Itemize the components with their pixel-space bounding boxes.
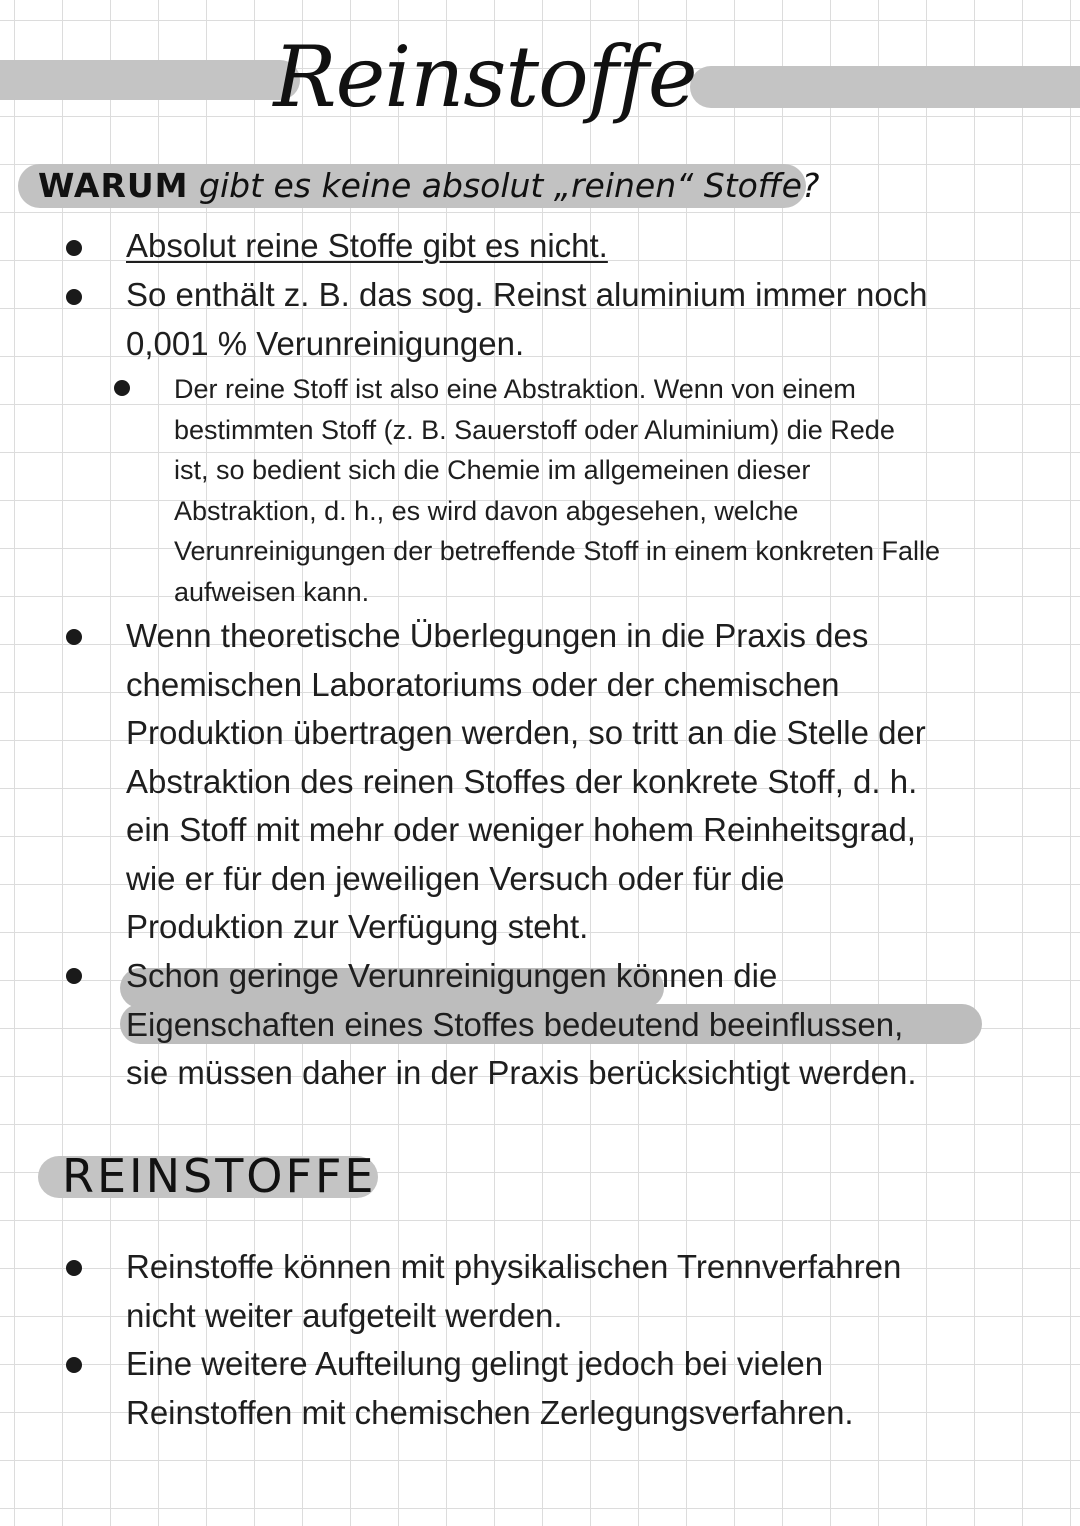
bullet-line: Schon geringe Verunreinigungen können die (126, 957, 778, 994)
title-decoration-right (690, 66, 1080, 108)
bullet-line: chemischen Laboratoriums oder der chemischen (126, 665, 840, 703)
bullet-line: So enthält z. B. das sog. Reinst aluminium immer noch (126, 276, 928, 313)
bullet-line: Eine weitere Aufteilung gelingt jedoch bei vielen (126, 1345, 824, 1382)
bullet-text (126, 952, 917, 1098)
section-heading: REINSTOFFE (62, 1149, 377, 1203)
bullet-line: wie er für den jeweiligen Versuch oder für die (126, 859, 785, 897)
bullet-text (126, 1340, 854, 1437)
bullet-dot (66, 1357, 82, 1373)
bullet-line: nicht weiter aufgeteilt werden. (126, 1296, 563, 1334)
question-caps: WARUM (38, 166, 189, 205)
bullet-line: Reinstoffen mit chemischen Zerlegungsverfahren. (126, 1393, 854, 1431)
sub-bullet-dot (114, 380, 130, 396)
bullet-line: ein Stoff mit mehr oder weniger hohem Reinheitsgrad, (126, 811, 916, 848)
bullet-text (126, 271, 928, 368)
bullet-line: 0,001 % Verunreinigungen. (126, 324, 525, 362)
bullet-line: sie müssen daher in der Praxis berücksichtigt werden. (126, 1054, 917, 1091)
bullet-dot (66, 240, 82, 256)
page-title: Reinstoffe (273, 28, 697, 126)
sub-bullet-line: bestimmten Stoff (z. B. Sauerstoff oder Aluminium) die Rede (174, 414, 895, 445)
sub-bullet-line: Abstraktion, d. h., es wird davon abgesehen, welche (174, 495, 799, 526)
bullet-line: Eigenschaften eines Stoffes bedeutend beeinflussen, (126, 1005, 904, 1043)
bullet-dot (66, 289, 82, 305)
bullet-line: Wenn theoretische Überlegungen in die Praxis des (126, 617, 869, 654)
sub-bullet-line: Der reine Stoff ist also eine Abstraktion. Wenn von einem (174, 374, 856, 404)
bullet-dot (66, 968, 82, 984)
sub-bullet-text (174, 369, 940, 613)
bullet-line: Produktion zur Verfügung steht. (126, 908, 589, 945)
bullet-line: Absolut reine Stoffe gibt es nicht. (126, 227, 608, 264)
bullet-line: Abstraktion des reinen Stoffes der konkrete Stoff, d. h. (126, 762, 918, 800)
sub-bullet-line: Verunreinigungen der betreffende Stoff in einem konkreten Falle (174, 536, 941, 567)
sub-bullet-line: ist, so bedient sich die Chemie im allgemeinen dieser (174, 455, 811, 486)
bullet-text (126, 612, 926, 952)
bullet-dot (66, 1260, 82, 1276)
bullet-line: Reinstoffe können mit physikalischen Trennverfahren (126, 1248, 902, 1285)
bullet-dot (66, 629, 82, 645)
bullet-text (126, 222, 608, 271)
sub-bullet-line: aufweisen kann. (174, 576, 370, 607)
bullet-text (126, 1243, 901, 1340)
title-decoration-left (0, 60, 300, 100)
question-heading (38, 164, 819, 208)
bullet-line: Produktion übertragen werden, so tritt an die Stelle der (126, 714, 926, 751)
question-rest: gibt es keine absolut „reinen“ Stoffe? (199, 166, 820, 205)
